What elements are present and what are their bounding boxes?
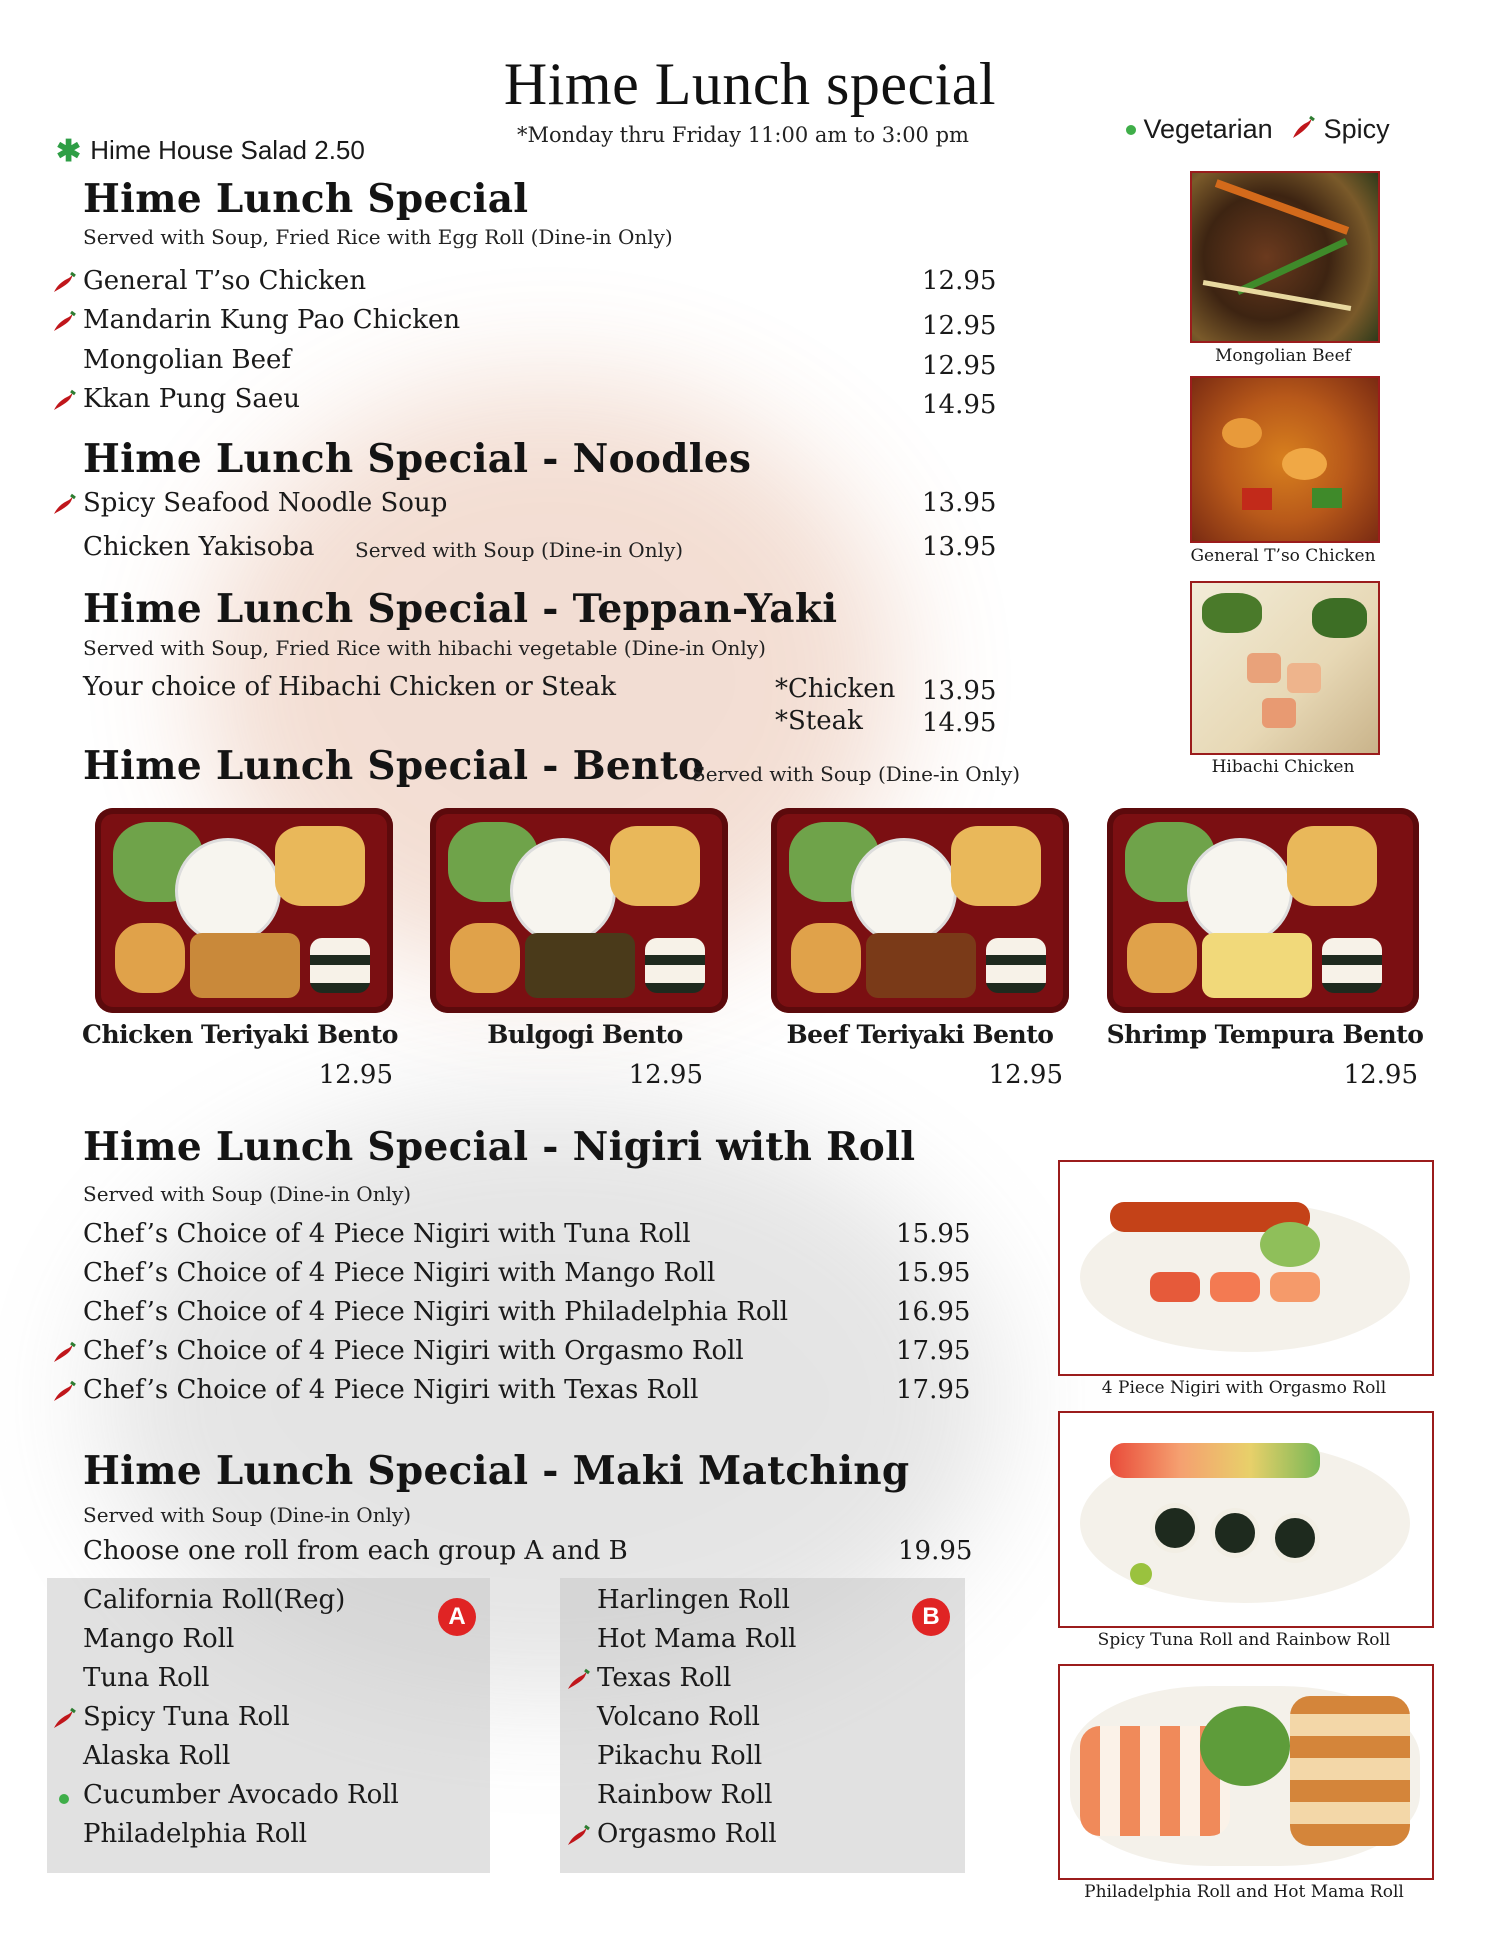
nigiri-item-price: 16.95 bbox=[896, 1297, 971, 1327]
chili-pepper-icon bbox=[51, 1379, 77, 1405]
section-title-teppan: Hime Lunch Special - Teppan-Yaki bbox=[83, 586, 838, 632]
menu-item-price: 12.95 bbox=[922, 266, 997, 296]
nigiri-item-price: 15.95 bbox=[896, 1258, 971, 1288]
chili-pepper-icon bbox=[51, 1706, 77, 1732]
section-note-nigiri: Served with Soup (Dine-in Only) bbox=[83, 1182, 412, 1206]
section-title-maki: Hime Lunch Special - Maki Matching bbox=[83, 1448, 910, 1494]
bento-photo bbox=[771, 808, 1069, 1013]
salad-label: Hime House Salad 2.50 bbox=[90, 135, 365, 165]
group-a-roll: Philadelphia Roll bbox=[83, 1819, 308, 1849]
group-a-roll: Alaska Roll bbox=[83, 1741, 231, 1771]
menu-item: Mongolian Beef bbox=[83, 345, 291, 375]
group-b-roll: Orgasmo Roll bbox=[597, 1819, 777, 1849]
caption-mongolian-beef: Mongolian Beef bbox=[1215, 346, 1351, 366]
menu-item-price: 14.95 bbox=[922, 390, 997, 420]
noodle-item-note: Served with Soup (Dine-in Only) bbox=[355, 538, 684, 562]
nigiri-item-price: 17.95 bbox=[896, 1336, 971, 1366]
chili-pepper-icon bbox=[51, 270, 77, 296]
group-a-roll: Cucumber Avocado Roll bbox=[83, 1780, 399, 1810]
noodle-item-price: 13.95 bbox=[922, 532, 997, 562]
nigiri-item: Chef’s Choice of 4 Piece Nigiri with Mango Roll bbox=[83, 1258, 716, 1288]
teppan-steak-label: *Steak bbox=[775, 706, 863, 736]
nigiri-item-price: 17.95 bbox=[896, 1375, 971, 1405]
noodle-item: Chicken Yakisoba bbox=[83, 532, 315, 562]
bento-price: 12.95 bbox=[988, 1060, 1063, 1090]
photo-phila-hotmama bbox=[1058, 1664, 1434, 1880]
noodle-item-price: 13.95 bbox=[922, 488, 997, 518]
group-b-roll: Pikachu Roll bbox=[597, 1741, 763, 1771]
group-a-roll: Mango Roll bbox=[83, 1624, 235, 1654]
chili-pepper-icon bbox=[1290, 115, 1316, 141]
hours-note: *Monday thru Friday 11:00 am to 3:00 pm bbox=[517, 123, 969, 147]
caption-nigiri-orgasmo: 4 Piece Nigiri with Orgasmo Roll bbox=[1101, 1378, 1387, 1398]
menu-item: General T’so Chicken bbox=[83, 266, 367, 296]
section-note-teppan: Served with Soup, Fried Rice with hibachi vegetable (Dine-in Only) bbox=[83, 636, 766, 660]
maki-choice: Choose one roll from each group A and B bbox=[83, 1536, 628, 1566]
nigiri-item-price: 15.95 bbox=[896, 1219, 971, 1249]
section-note-lunch-special: Served with Soup, Fried Rice with Egg Roll (Dine-in Only) bbox=[83, 225, 673, 249]
bento-name: Chicken Teriyaki Bento bbox=[82, 1020, 398, 1049]
teppan-steak-price: 14.95 bbox=[922, 708, 997, 738]
bento-photo bbox=[430, 808, 728, 1013]
legend bbox=[1126, 112, 1390, 145]
photo-general-tso bbox=[1190, 376, 1380, 543]
group-a-roll: Spicy Tuna Roll bbox=[83, 1702, 290, 1732]
nigiri-item: Chef’s Choice of 4 Piece Nigiri with Philadelphia Roll bbox=[83, 1297, 789, 1327]
chili-pepper-icon bbox=[51, 492, 77, 518]
section-title-lunch-special: Hime Lunch Special bbox=[83, 176, 529, 222]
group-a-roll: California Roll(Reg) bbox=[83, 1585, 346, 1615]
group-b-badge: B bbox=[912, 1598, 950, 1636]
bento-name: Bulgogi Bento bbox=[487, 1020, 683, 1049]
salad-line bbox=[56, 132, 365, 167]
group-b-roll: Hot Mama Roll bbox=[597, 1624, 797, 1654]
bento-price: 12.95 bbox=[628, 1060, 703, 1090]
bento-photo bbox=[95, 808, 393, 1013]
teppan-choice: Your choice of Hibachi Chicken or Steak bbox=[83, 672, 616, 702]
photo-mongolian-beef bbox=[1190, 171, 1380, 343]
bento-photo bbox=[1107, 808, 1419, 1013]
maki-price: 19.95 bbox=[898, 1536, 973, 1566]
noodle-item: Spicy Seafood Noodle Soup bbox=[83, 488, 448, 518]
menu-item-price: 12.95 bbox=[922, 351, 997, 381]
group-b-roll: Texas Roll bbox=[597, 1663, 732, 1693]
asterisk-icon: ✱ bbox=[56, 135, 82, 168]
vegetarian-dot-icon bbox=[1126, 125, 1136, 135]
vegetarian-dot-icon bbox=[59, 1794, 69, 1804]
chili-pepper-icon bbox=[565, 1667, 591, 1693]
bento-name: Beef Teriyaki Bento bbox=[786, 1020, 1054, 1049]
bento-price: 12.95 bbox=[1343, 1060, 1418, 1090]
caption-hibachi-chicken: Hibachi Chicken bbox=[1211, 757, 1355, 777]
nigiri-item: Chef’s Choice of 4 Piece Nigiri with Orgasmo Roll bbox=[83, 1336, 744, 1366]
chili-pepper-icon bbox=[51, 1340, 77, 1366]
nigiri-item: Chef’s Choice of 4 Piece Nigiri with Texas Roll bbox=[83, 1375, 699, 1405]
bento-name: Shrimp Tempura Bento bbox=[1106, 1020, 1424, 1049]
caption-spicy-rainbow: Spicy Tuna Roll and Rainbow Roll bbox=[1097, 1630, 1391, 1650]
menu-item: Kkan Pung Saeu bbox=[83, 384, 301, 414]
menu-item: Mandarin Kung Pao Chicken bbox=[83, 305, 461, 335]
chili-pepper-icon bbox=[51, 388, 77, 414]
nigiri-item: Chef’s Choice of 4 Piece Nigiri with Tuna Roll bbox=[83, 1219, 691, 1249]
group-b-roll: Volcano Roll bbox=[597, 1702, 760, 1732]
page-title: Hime Lunch special bbox=[503, 51, 997, 117]
bento-price: 12.95 bbox=[318, 1060, 393, 1090]
teppan-chicken-label: *Chicken bbox=[775, 674, 896, 704]
section-title-bento: Hime Lunch Special - Bento bbox=[83, 743, 705, 789]
chili-pepper-icon bbox=[51, 309, 77, 335]
menu-item-price: 12.95 bbox=[922, 311, 997, 341]
group-b-roll: Harlingen Roll bbox=[597, 1585, 790, 1615]
photo-hibachi-chicken bbox=[1190, 581, 1380, 755]
legend-spicy: Spicy bbox=[1323, 114, 1390, 144]
chili-pepper-icon bbox=[565, 1823, 591, 1849]
section-note-maki: Served with Soup (Dine-in Only) bbox=[83, 1503, 412, 1527]
group-a-badge: A bbox=[438, 1598, 476, 1636]
caption-phila-hotmama: Philadelphia Roll and Hot Mama Roll bbox=[1084, 1882, 1404, 1902]
group-a-roll: Tuna Roll bbox=[83, 1663, 210, 1693]
teppan-chicken-price: 13.95 bbox=[922, 676, 997, 706]
group-b-roll: Rainbow Roll bbox=[597, 1780, 773, 1810]
legend-vegetarian: Vegetarian bbox=[1143, 114, 1273, 144]
photo-nigiri-orgasmo bbox=[1058, 1160, 1434, 1376]
photo-spicy-rainbow bbox=[1058, 1411, 1434, 1628]
section-title-noodles: Hime Lunch Special - Noodles bbox=[83, 436, 752, 482]
caption-general-tso: General T’so Chicken bbox=[1190, 546, 1376, 566]
section-note-bento: Served with Soup (Dine-in Only) bbox=[692, 762, 1021, 786]
section-title-nigiri: Hime Lunch Special - Nigiri with Roll bbox=[83, 1124, 916, 1170]
